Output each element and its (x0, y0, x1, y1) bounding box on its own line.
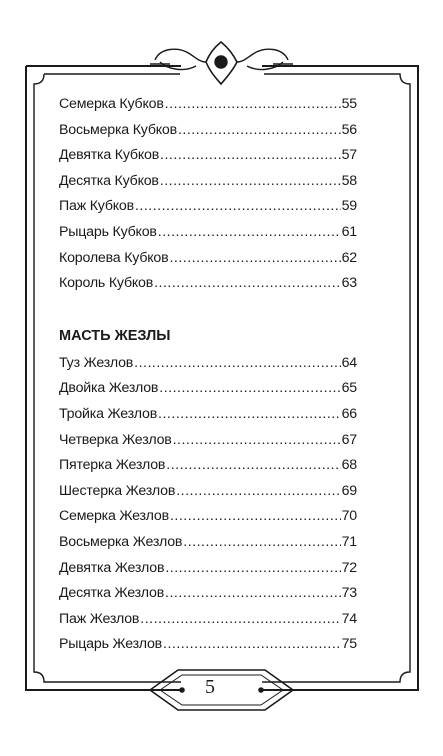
leader-dots (165, 560, 340, 576)
leader-dots (163, 636, 341, 652)
leader-dots (169, 250, 340, 266)
entry-title: Королева Кубков (59, 249, 169, 266)
toc-entry (59, 636, 357, 662)
entry-title: Паж Жезлов (59, 610, 140, 627)
entry-page: 59 (341, 198, 357, 215)
toc-entry (59, 508, 357, 534)
entry-page: 71 (341, 533, 357, 550)
toc-group-cups (59, 96, 357, 301)
leader-dots (134, 355, 340, 371)
entry-title: Двойка Жезлов (59, 380, 159, 397)
entry-title: Четверка Жезлов (59, 431, 172, 448)
toc-entry (59, 147, 357, 173)
entry-page: 61 (341, 223, 357, 240)
entry-page: 58 (341, 172, 357, 189)
entry-page: 56 (341, 121, 357, 138)
leader-dots (160, 173, 341, 189)
entry-page: 73 (341, 585, 357, 602)
leader-dots (159, 380, 340, 396)
entry-title: Десятка Кубков (59, 172, 159, 189)
toc-entry (59, 380, 357, 406)
leader-dots (178, 122, 341, 138)
entry-page: 55 (341, 96, 357, 112)
entry-page: 62 (341, 249, 357, 266)
leader-dots (165, 585, 341, 601)
table-of-contents (59, 96, 357, 662)
leader-dots (176, 483, 340, 499)
entry-title: Рыцарь Кубков (59, 223, 157, 240)
entry-title: Туз Жезлов (59, 354, 134, 371)
toc-entry (59, 122, 357, 148)
toc-entry (59, 275, 357, 301)
toc-entry (59, 432, 357, 458)
entry-page: 66 (341, 405, 357, 422)
entry-title: Семерка Жезлов (59, 508, 169, 525)
top-ornament (150, 42, 293, 84)
entry-page: 63 (341, 275, 357, 292)
entry-page: 75 (341, 636, 357, 653)
toc-entry (59, 355, 357, 381)
toc-entry (59, 560, 357, 586)
entry-page: 57 (341, 147, 357, 164)
toc-entry (59, 457, 357, 483)
leader-dots (135, 198, 341, 214)
entry-title: Король Кубков (59, 275, 154, 292)
entry-title: Девятка Кубков (59, 147, 160, 164)
entry-title: Семерка Кубков (59, 96, 164, 112)
entry-title: Восьмерка Кубков (59, 121, 177, 138)
toc-entry (59, 96, 357, 122)
entry-title: Паж Кубков (59, 198, 134, 215)
entry-page: 72 (341, 559, 357, 576)
toc-entry (59, 483, 357, 509)
toc-entry (59, 611, 357, 637)
entry-page: 69 (341, 482, 357, 499)
section-heading: МАСТЬ ЖЕЗЛЫ (59, 327, 171, 344)
toc-entry (59, 224, 357, 250)
entry-title: Тройка Жезлов (59, 405, 158, 422)
leader-dots (173, 432, 341, 448)
toc-entry (59, 585, 357, 611)
entry-title: Рыцарь Жезлов (59, 636, 163, 653)
leader-dots (183, 534, 340, 550)
entry-title: Пятерка Жезлов (59, 457, 166, 474)
leader-dots (170, 508, 341, 524)
toc-entry (59, 250, 357, 276)
entry-page: 68 (341, 457, 357, 474)
toc-entry (59, 198, 357, 224)
page-number: 5 (205, 676, 215, 698)
leader-dots (158, 406, 341, 422)
leader-dots (154, 275, 341, 291)
entry-page: 65 (341, 380, 357, 397)
entry-title: Десятка Жезлов (59, 585, 165, 602)
entry-title: Девятка Жезлов (59, 559, 165, 576)
toc-entry (59, 534, 357, 560)
leader-dots (158, 224, 341, 240)
leader-dots (160, 147, 341, 163)
entry-title: Восьмерка Жезлов (59, 533, 183, 550)
toc-entry (59, 406, 357, 432)
leader-dots (166, 457, 340, 473)
entry-page: 64 (341, 354, 357, 371)
entry-page: 67 (341, 431, 357, 448)
entry-page: 70 (341, 508, 357, 525)
toc-group-wands (59, 355, 357, 662)
entry-page: 74 (341, 610, 357, 627)
entry-title: Шестерка Жезлов (59, 482, 176, 499)
leader-dots (165, 96, 341, 112)
toc-entry (59, 173, 357, 199)
leader-dots (140, 611, 340, 627)
